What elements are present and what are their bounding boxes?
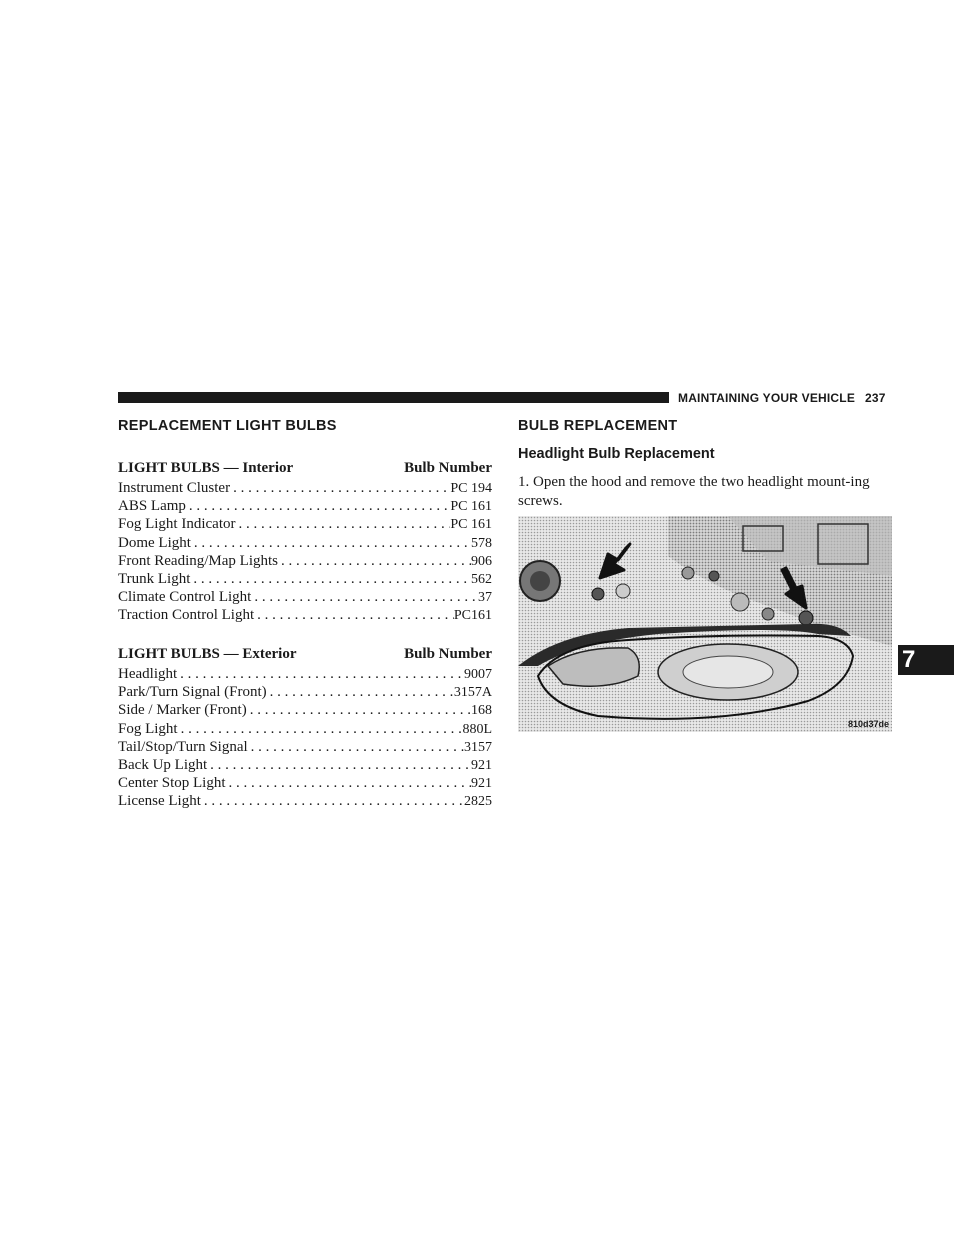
bulb-row — [118, 480, 492, 498]
bulb-number: PC 194 — [450, 481, 492, 496]
bulb-number: 562 — [471, 571, 492, 587]
exterior-bulb-table — [118, 646, 492, 812]
bulb-location: Front Reading/Map Lights — [118, 552, 278, 569]
bulb-location: Park/Turn Signal (Front) — [118, 684, 267, 701]
header-rule — [118, 392, 669, 403]
dot-leader — [251, 589, 478, 606]
dot-leader — [178, 721, 463, 738]
dot-leader — [207, 757, 471, 774]
bulb-number: 3157A — [453, 685, 492, 701]
bulb-row — [118, 721, 492, 739]
bulb-row — [118, 571, 492, 589]
dot-leader — [190, 571, 471, 588]
exterior-column-label: Bulb Number — [404, 646, 492, 662]
bulb-location: Headlight — [118, 666, 178, 682]
page-number: 237 — [865, 391, 886, 405]
bulb-row — [118, 739, 492, 757]
dot-leader — [235, 516, 450, 533]
bulb-row — [118, 666, 492, 684]
right-section-title: BULB REPLACEMENT — [518, 418, 678, 434]
chapter-number: 7 — [902, 646, 916, 673]
bulb-location: ABS Lamp — [118, 498, 186, 515]
dot-leader — [254, 607, 454, 624]
headlight-illustration — [518, 516, 892, 732]
bulb-number: 921 — [471, 757, 492, 773]
bulb-row — [118, 589, 492, 607]
bulb-number: 880L — [462, 721, 492, 737]
bulb-location: Tail/Stop/Turn Signal — [118, 738, 248, 755]
bulb-number: 921 — [471, 776, 492, 792]
bulb-location: Fog Light Indicator — [118, 516, 236, 533]
interior-heading: LIGHT BULBS — Interior — [118, 460, 294, 476]
exterior-table-header — [118, 646, 492, 666]
bulb-number: 578 — [471, 535, 492, 551]
bulb-location: Trunk Light — [118, 570, 191, 587]
bulb-number: 37 — [478, 590, 492, 606]
chapter-tab — [898, 645, 954, 675]
running-header — [678, 391, 886, 405]
bulb-row — [118, 757, 492, 775]
bulb-row — [118, 553, 492, 571]
dot-leader — [177, 666, 464, 683]
bulb-location: Dome Light — [118, 534, 191, 551]
dot-leader — [186, 498, 450, 515]
figure-caption: 810d37de — [848, 719, 890, 729]
bulb-row — [118, 793, 492, 811]
bulb-location: Back Up Light — [118, 756, 208, 773]
bulb-row — [118, 607, 492, 625]
bulb-row — [118, 702, 492, 720]
bulb-location: Instrument Cluster — [118, 480, 231, 496]
bulb-row — [118, 535, 492, 553]
subsection-title: Headlight Bulb Replacement — [518, 446, 715, 462]
dot-leader — [248, 739, 464, 756]
bulb-location: Side / Marker (Front) — [118, 702, 247, 719]
bulb-number: PC 161 — [450, 499, 492, 515]
bulb-row — [118, 516, 492, 534]
bulb-location: Climate Control Light — [118, 589, 252, 606]
left-section-title: REPLACEMENT LIGHT BULBS — [118, 418, 337, 434]
section-title: MAINTAINING YOUR VEHICLE — [678, 391, 856, 405]
bulb-number: PC161 — [453, 608, 492, 624]
interior-bulb-table — [118, 460, 492, 626]
exterior-heading: LIGHT BULBS — Exterior — [118, 646, 297, 662]
bulb-number: PC 161 — [450, 517, 492, 533]
bulb-row — [118, 775, 492, 793]
interior-table-header — [118, 460, 492, 480]
bulb-location: Fog Light — [118, 720, 178, 737]
interior-column-label: Bulb Number — [404, 460, 492, 476]
bulb-row — [118, 498, 492, 516]
dot-leader — [278, 553, 471, 570]
dot-leader — [201, 793, 464, 810]
headlight-figure — [518, 516, 892, 732]
dot-leader — [247, 702, 471, 719]
dot-leader — [267, 684, 454, 701]
dot-leader — [230, 480, 450, 497]
bulb-location: Center Stop Light — [118, 775, 226, 792]
bulb-number: 906 — [471, 553, 492, 569]
dot-leader — [226, 775, 472, 792]
bulb-location: Traction Control Light — [118, 607, 255, 624]
bulb-row — [118, 684, 492, 702]
bulb-number: 3157 — [464, 739, 492, 755]
bulb-number: 2825 — [464, 794, 492, 810]
bulb-number: 9007 — [464, 667, 492, 682]
bulb-location: License Light — [118, 793, 201, 810]
dot-leader — [191, 535, 471, 552]
bulb-number: 168 — [471, 703, 492, 719]
step-1-text: 1. Open the hood and remove the two headlight mount-ing screws. — [518, 474, 870, 509]
